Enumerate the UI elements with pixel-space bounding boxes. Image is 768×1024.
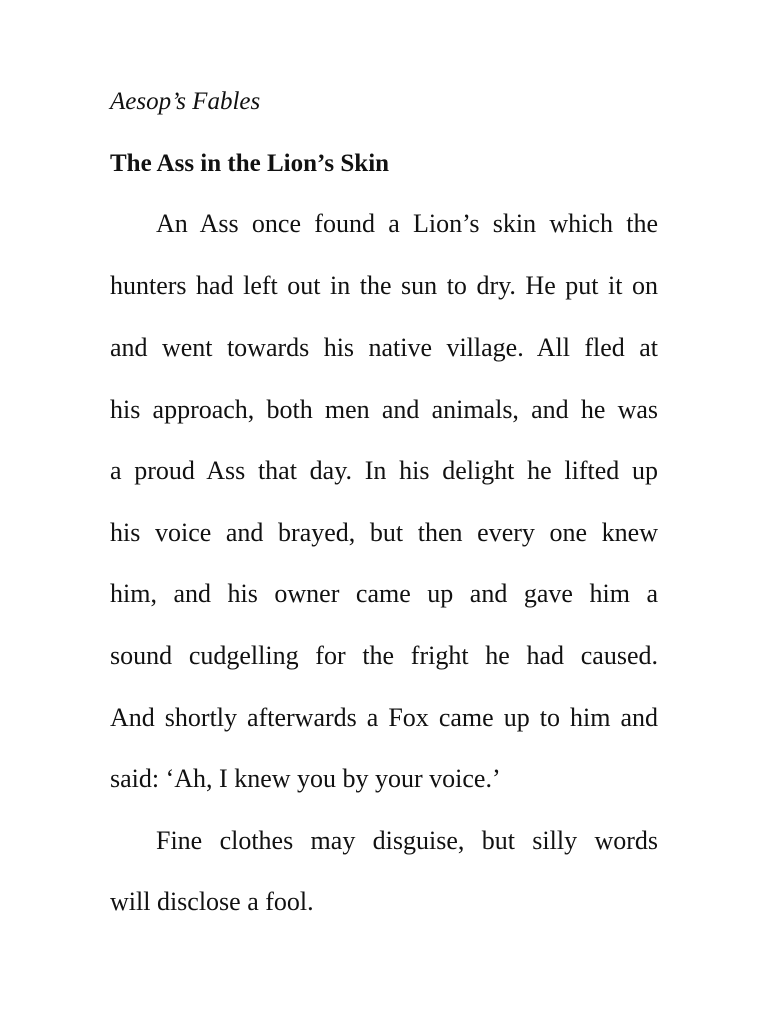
text-line: sound cudgelling for the fright he had caused. [110,641,658,670]
text-line: his approach, both men and animals, and he was [110,395,658,424]
moral-line: Fine clothes may disguise, but silly words [156,826,658,855]
text-line: a proud Ass that day. In his delight he lifted up [110,456,658,485]
text-line: him, and his owner came up and gave him a [110,579,658,608]
moral-line: will disclose a fool. [110,887,314,916]
fable-title: The Ass in the Lion’s Skin [110,150,390,177]
text-line: and went towards his native village. All fled at [110,333,658,362]
text-line: his voice and brayed, but then every one knew [110,518,658,547]
book-title: Aesop’s Fables [110,88,261,115]
text-line: An Ass once found a Lion’s skin which the [156,209,658,238]
text-line: hunters had left out in the sun to dry. He put it on [110,271,658,300]
text-line: said: ‘Ah, I knew you by your voice.’ [110,764,501,793]
text-line: And shortly afterwards a Fox came up to him and [110,703,658,732]
